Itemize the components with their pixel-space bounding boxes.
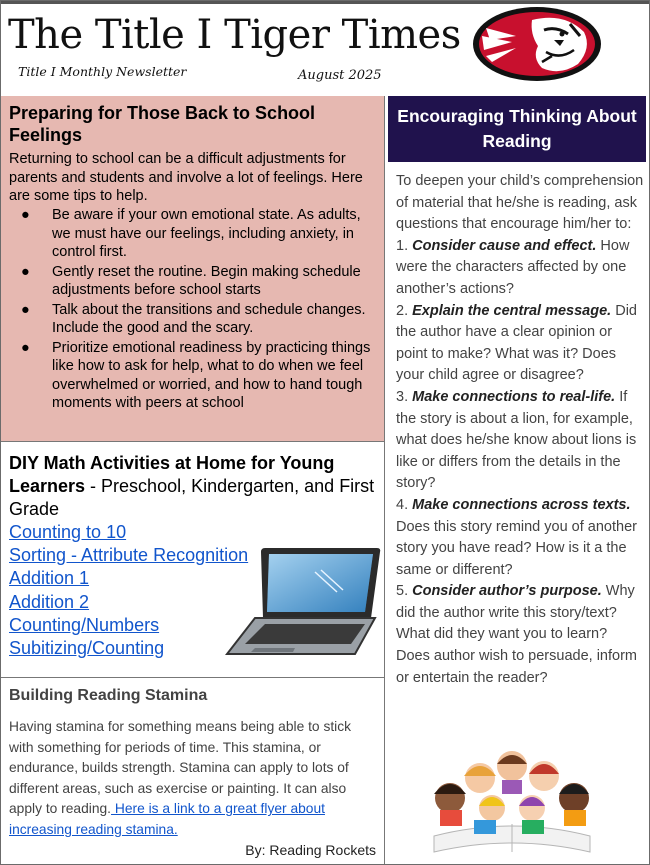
link-addition-1[interactable]: Addition 1: [9, 568, 90, 589]
laptop-icon: [225, 544, 385, 660]
list-item: 2. Explain the central message. Did the author have a clear opinion or point to make? What was it? Does your child agree or disagree?: [396, 302, 637, 384]
back-to-school-title: Preparing for Those Back to School Feelings: [9, 103, 316, 145]
list-item: 5. Consider author’s purpose. Why did the author write this story/text? What did they want you to learn? Does author wish to persuade, inform or entertain the reader?: [396, 583, 637, 686]
stamina-flyer-link[interactable]: Here is a link to a great flyer about increasing reading stamina.: [9, 801, 325, 837]
newsletter-subtitle: Title I Monthly Newsletter: [18, 64, 187, 79]
tips-list: [9, 206, 381, 414]
tiger-logo-icon: [472, 6, 602, 82]
stamina-body: Having stamina for something means being able to stick with something for periods of time. This stamina, or endurance, builds strength. Stamina can apply to lots of different areas, such as exercise or painting. It can also apply to reading. Here is a link to a great flyer about increasing reading stamina.: [9, 719, 352, 837]
bullet-icon: ●: [21, 207, 30, 223]
math-title: DIY Math Activities at Home for Young Learners - Preschool, Kindergarten, and First Grade: [9, 453, 375, 519]
newsletter-title: The Title I Tiger Times: [8, 12, 461, 58]
list-item: 3. Make connections to real-life. If the story is about a lion, for example, what does he/she know about lions is like or differs from the details in the story?: [396, 388, 637, 492]
link-sorting[interactable]: Sorting - Attribute Recognition: [9, 545, 249, 566]
link-addition-2[interactable]: Addition 2: [9, 591, 90, 612]
math-links: [9, 521, 248, 660]
reading-intro: To deepen your child’s comprehension of material that he/she is reading, ask questions that encourage him/her to:: [396, 173, 644, 233]
bullet-icon: ●: [21, 301, 30, 318]
newsletter-date: August 2025: [298, 68, 382, 83]
list-item: ● Talk about the transitions and schedule changes. Include the good and the scary.: [21, 301, 366, 336]
list-item: ● Prioritize emotional readiness by practicing things like how to ask for help, what to do when we feel overwhelmed or worried, and how to hand tough moments with peers at school: [21, 339, 371, 411]
link-subitizing[interactable]: Subitizing/Counting: [9, 638, 165, 659]
kids-reading-icon: [414, 736, 610, 858]
link-counting-numbers[interactable]: Counting/Numbers: [9, 614, 160, 635]
math-activities-section: [1, 442, 385, 678]
list-item: ● Gently reset the routine. Begin making schedule adjustments before school starts: [21, 263, 361, 298]
bullet-icon: ●: [21, 263, 30, 280]
link-counting-to-10[interactable]: Counting to 10: [9, 522, 127, 542]
reading-section-title: Encouraging Thinking About Reading: [388, 96, 646, 162]
bullet-icon: ●: [21, 339, 30, 356]
stamina-title: Building Reading Stamina: [9, 687, 208, 704]
byline: By: Reading Rockets: [245, 842, 376, 858]
list-item: 1. Consider cause and effect. How were the characters affected by one another’s actions?: [396, 237, 630, 297]
back-to-school-section: [1, 96, 385, 442]
reading-section-body: [396, 171, 644, 689]
reading-stamina-section: [1, 678, 385, 864]
list-item: 4. Make connections across texts. Does this story remind you of another story you have read? How is it a the same or different?: [396, 496, 637, 578]
back-to-school-intro: Returning to school can be a difficult adjustments for parents and students and involve a lot of feelings. Here are some tips to help.: [9, 151, 363, 204]
list-item: ● Be aware if your own emotional state. As adults, we must have our feelings, including anxiety, in control first.: [21, 207, 361, 260]
